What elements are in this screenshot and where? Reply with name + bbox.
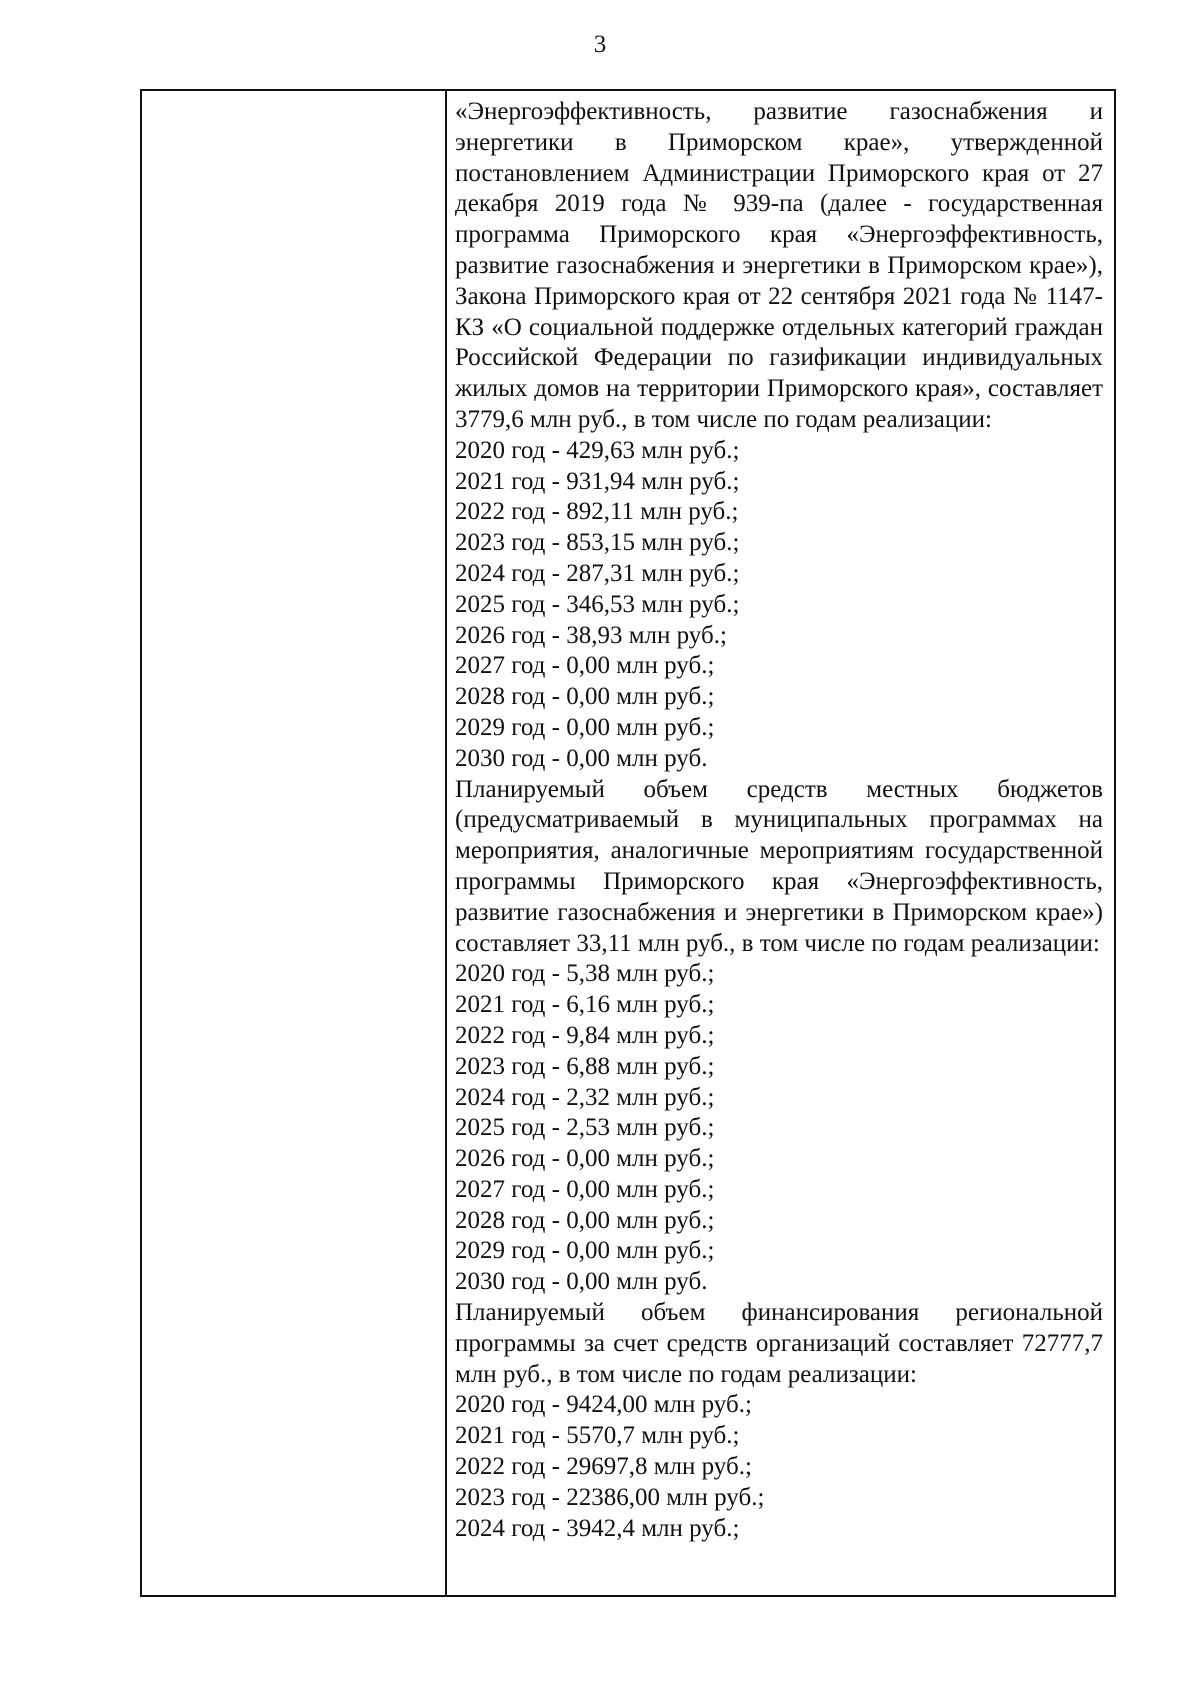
year-line: 2029 год - 0,00 млн руб.; (455, 713, 715, 741)
content-table (140, 89, 1116, 1597)
page-number: 3 (593, 31, 607, 58)
organizations-funding-paragraph: Планируемый объем финансирования региональной программы за счет средств организаций составляет 72777,7 млн руб., в том числе по годам реализации: (455, 1299, 1103, 1388)
year-line: 2024 год - 2,32 млн руб.; (455, 1083, 715, 1111)
year-line: 2026 год - 0,00 млн руб.; (455, 1145, 715, 1173)
year-line: 2029 год - 0,00 млн руб.; (455, 1237, 715, 1265)
year-line: 2028 год - 0,00 млн руб.; (455, 683, 715, 711)
year-line: 2022 год - 892,11 млн руб.; (455, 498, 739, 526)
table-right-cell (455, 97, 1103, 1544)
local-budget-paragraph: Планируемый объем средств местных бюджетов (предусматриваемый в муниципальных программах на мероприятия, аналогичные мероприятиям государственной программы Приморского края «Энергоэффективность, развитие газоснабжения и энергетики в Приморском крае») составляет 33,11 млн руб., в том числе по годам реализации: (455, 775, 1103, 957)
year-line: 2023 год - 22386,00 млн руб.; (455, 1483, 765, 1511)
year-line: 2021 год - 5570,7 млн руб.; (455, 1422, 740, 1450)
year-line: 2025 год - 346,53 млн руб.; (455, 590, 740, 618)
year-line: 2021 год - 6,16 млн руб.; (455, 991, 715, 1019)
local-budget-year-list (455, 959, 1103, 1298)
year-line: 2021 год - 931,94 млн руб.; (455, 467, 740, 495)
year-line: 2030 год - 0,00 млн руб. (455, 744, 708, 772)
year-line: 2026 год - 38,93 млн руб.; (455, 621, 727, 649)
year-line: 2022 год - 9,84 млн руб.; (455, 1021, 715, 1049)
year-line: 2023 год - 6,88 млн руб.; (455, 1052, 715, 1080)
year-line: 2027 год - 0,00 млн руб.; (455, 652, 715, 680)
year-line: 2023 год - 853,15 млн руб.; (455, 529, 740, 557)
year-line: 2024 год - 287,31 млн руб.; (455, 559, 740, 587)
year-line: 2025 год - 2,53 млн руб.; (455, 1114, 715, 1142)
year-line: 2020 год - 429,63 млн руб.; (455, 436, 740, 464)
regional-budget-paragraph: «Энергоэффективность, развитие газоснабжения и энергетики в Приморском крае», утвержденной постановлением Администрации Приморского края от 27 декабря 2019 года № 939-па (далее - государственная программа Приморского края «Энергоэффективность, развитие газоснабжения и энергетики в Приморском крае»), Закона Приморского края от 22 сентября 2021 года № 1147-КЗ «О социальной поддержке отдельных категорий граждан Российской Федерации по газификации индивидуальных жилых домов на территории Приморского края», составляет 3779,6 млн руб., в том числе по годам реализации: (455, 98, 1103, 433)
year-line: 2028 год - 0,00 млн руб.; (455, 1206, 715, 1234)
year-line: 2020 год - 9424,00 млн руб.; (455, 1391, 752, 1419)
year-line: 2020 год - 5,38 млн руб.; (455, 960, 715, 988)
year-line: 2030 год - 0,00 млн руб. (455, 1268, 708, 1296)
year-line: 2022 год - 29697,8 млн руб.; (455, 1453, 752, 1481)
column-divider (445, 91, 447, 1595)
organizations-funding-year-list (455, 1390, 1103, 1544)
regional-budget-year-list (455, 436, 1103, 775)
year-line: 2024 год - 3942,4 млн руб.; (455, 1514, 740, 1542)
table-left-cell (142, 91, 445, 1595)
year-line: 2027 год - 0,00 млн руб.; (455, 1175, 715, 1203)
